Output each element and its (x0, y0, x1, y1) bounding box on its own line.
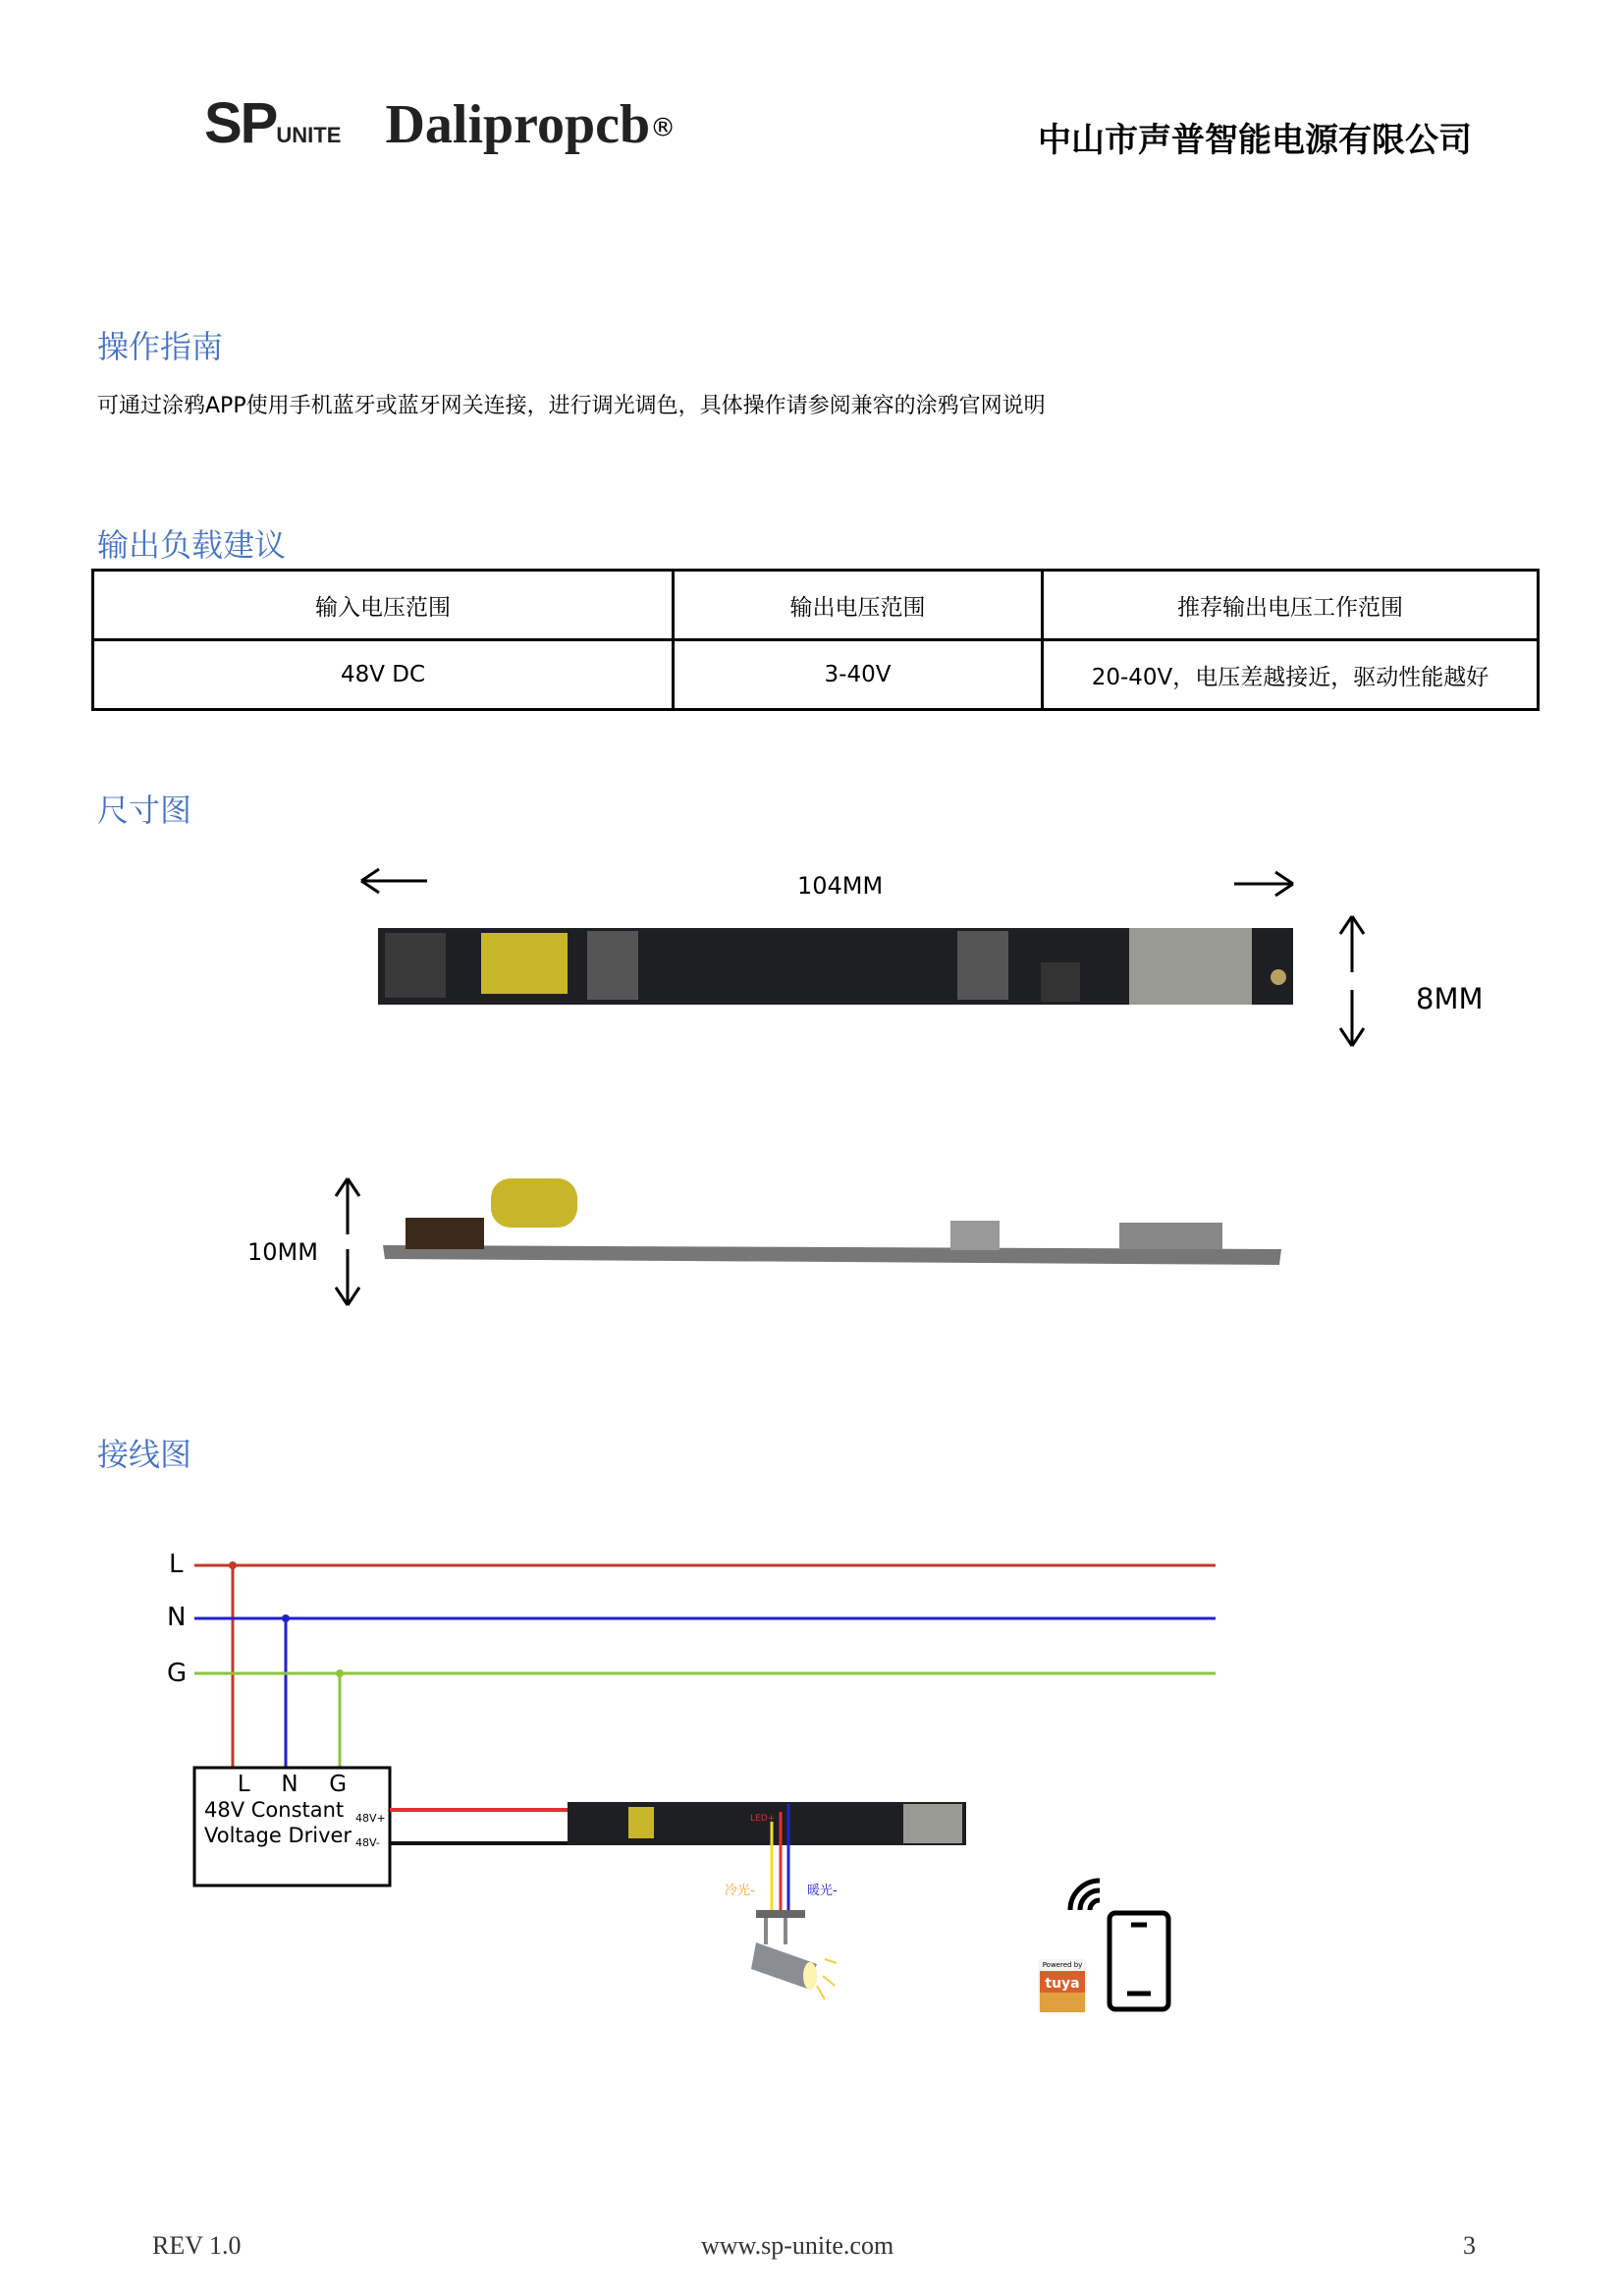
arrow-right-icon (1234, 872, 1293, 896)
logo-sp: SP (204, 91, 277, 155)
section-title-dims: 尺寸图 (97, 792, 192, 829)
wire-l (194, 1565, 1216, 1768)
wifi-icon (1070, 1881, 1100, 1910)
width-label: 8MM (1416, 982, 1484, 1015)
output-plus-label: 48V+ (355, 1812, 386, 1825)
led-plus-label: LED+ (750, 1814, 776, 1824)
tuya-logo (1038, 1959, 1087, 2013)
length-label: 104MM (797, 872, 884, 900)
wire-n (194, 1618, 1216, 1768)
svg-text:Powered by: Powered by (1042, 1961, 1083, 1969)
footer-rev: REV 1.0 (152, 2231, 242, 2260)
cold-light-label: 冷光- (725, 1884, 755, 1898)
wire-g (194, 1673, 1216, 1768)
arrow-down-icon (1340, 990, 1364, 1046)
page-number: 3 (1463, 2231, 1476, 2260)
table-cell: 3-40V (674, 640, 1043, 710)
guide-text: 可通过涂鸦APP使用手机蓝牙或蓝牙网关连接，进行调光调色，具体操作请参阅兼容的涂鸦官网说明 (97, 394, 1046, 418)
company-name: 中山市声普智能电源有限公司 (1038, 121, 1472, 160)
section-title-load: 输出负载建议 (97, 526, 287, 564)
pcb-side-view (383, 1178, 1281, 1265)
terminal-g: G (329, 1772, 348, 1797)
driver-label-line2: Voltage Driver (204, 1824, 352, 1847)
svg-text:tuya: tuya (1045, 1976, 1080, 1992)
height-label: 10MM (247, 1238, 318, 1266)
table-header: 推荐输出电压工作范围 (1043, 571, 1539, 640)
table-cell: 20-40V，电压差越接近，驱动性能越好 (1043, 640, 1539, 710)
pcb-top-view (378, 928, 1293, 1005)
arrow-up-icon (336, 1178, 359, 1234)
output-minus-label: 48V- (355, 1836, 380, 1849)
driver-label-line1: 48V Constant (204, 1798, 345, 1822)
footer-url: www.sp-unite.com (701, 2231, 894, 2260)
terminal-l: L (237, 1772, 250, 1797)
spotlight-icon (751, 1910, 837, 1999)
table-header: 输出电压范围 (674, 571, 1043, 640)
section-title-wiring: 接线图 (97, 1436, 192, 1473)
arrow-up-icon (1340, 916, 1364, 972)
table-cell: 48V DC (93, 640, 674, 710)
line-label-g: G (167, 1659, 188, 1688)
line-label-l: L (169, 1550, 184, 1579)
terminal-n: N (281, 1772, 298, 1797)
line-label-n: N (167, 1603, 187, 1632)
section-title-guide: 操作指南 (97, 328, 224, 365)
warm-light-label: 暖光- (807, 1884, 838, 1898)
logo-unite: UNITE (276, 123, 342, 147)
arrow-left-icon (361, 869, 427, 893)
logo-brand: Dalipropcb (385, 94, 651, 155)
logo-reg: ® (650, 113, 677, 143)
table-header: 输入电压范围 (93, 571, 674, 640)
arrow-down-icon (336, 1249, 359, 1305)
